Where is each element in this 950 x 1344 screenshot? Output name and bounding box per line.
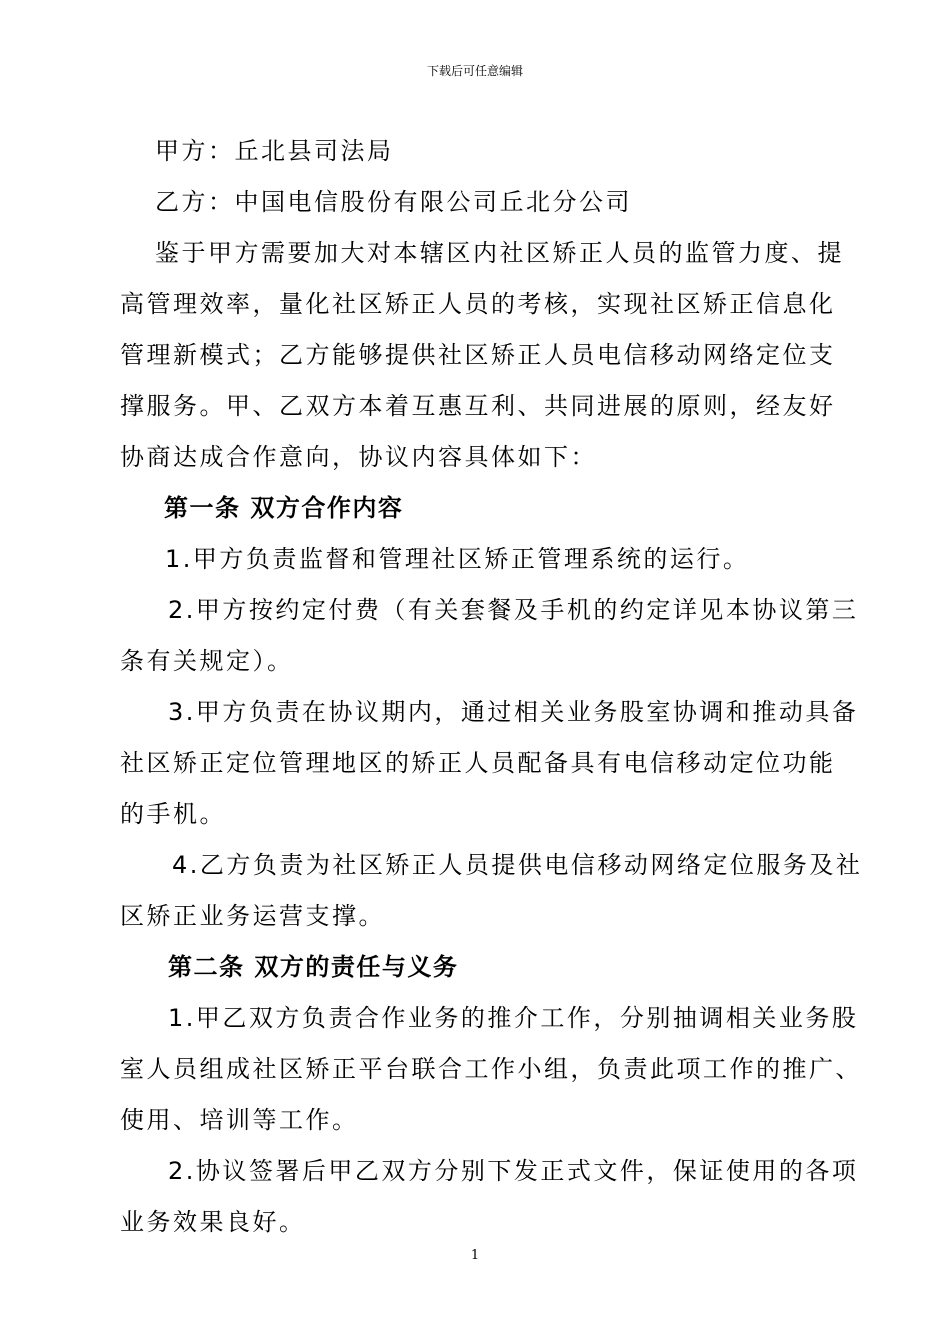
article-2-item-2: 2.协议签署后甲乙双方分别下发正式文件，保证使用的各项 [168, 1157, 859, 1185]
article-1-item-3-cont: 社区矫正定位管理地区的矫正人员配备具有电信移动定位功能 [120, 749, 836, 777]
article-2-item-1-cont: 使用、培训等工作。 [120, 1106, 359, 1134]
article-2-item-1-cont: 室人员组成社区矫正平台联合工作小组，负责此项工作的推广、 [120, 1055, 862, 1083]
article-2-title: 第二条 双方的责任与义务 [168, 953, 459, 981]
party-b: 乙方：中国电信股份有限公司丘北分公司 [155, 188, 632, 216]
article-1-item-4-cont: 区矫正业务运营支撑。 [120, 902, 385, 930]
article-1-item-2-cont: 条有关规定）。 [120, 647, 294, 675]
article-1-title: 第一条 双方合作内容 [164, 494, 404, 522]
intro-line: 撑服务。甲、乙双方本着互惠互利、共同进展的原则，经友好 [120, 392, 836, 420]
article-1-item-3-cont: 的手机。 [120, 800, 226, 828]
article-1-item-4: 4.乙方负责为社区矫正人员提供电信移动网络定位服务及社 [172, 851, 863, 879]
article-1-item-2: 2.甲方按约定付费（有关套餐及手机的约定详见本协议第三 [168, 596, 859, 624]
intro-line: 管理新模式；乙方能够提供社区矫正人员电信移动网络定位支 [120, 341, 836, 369]
document-body [120, 126, 863, 1248]
article-1-item-1: 1.甲方负责监督和管理社区矫正管理系统的运行。 [165, 545, 750, 573]
intro-line: 高管理效率，量化社区矫正人员的考核，实现社区矫正信息化 [120, 290, 836, 318]
article-2-item-1: 1.甲乙双方负责合作业务的推介工作，分别抽调相关业务股 [168, 1004, 859, 1032]
party-a: 甲方：丘北县司法局 [155, 137, 394, 165]
header-note: 下载后可任意编辑 [426, 64, 523, 78]
article-2-item-2-cont: 业务效果良好。 [120, 1208, 306, 1236]
intro-line: 鉴于甲方需要加大对本辖区内社区矫正人员的监管力度、提 [155, 239, 844, 267]
article-1-item-3: 3.甲方负责在协议期内，通过相关业务股室协调和推动具备 [168, 698, 859, 726]
page-number: 1 [470, 1248, 480, 1263]
intro-line: 协商达成合作意向，协议内容具体如下： [120, 443, 597, 471]
